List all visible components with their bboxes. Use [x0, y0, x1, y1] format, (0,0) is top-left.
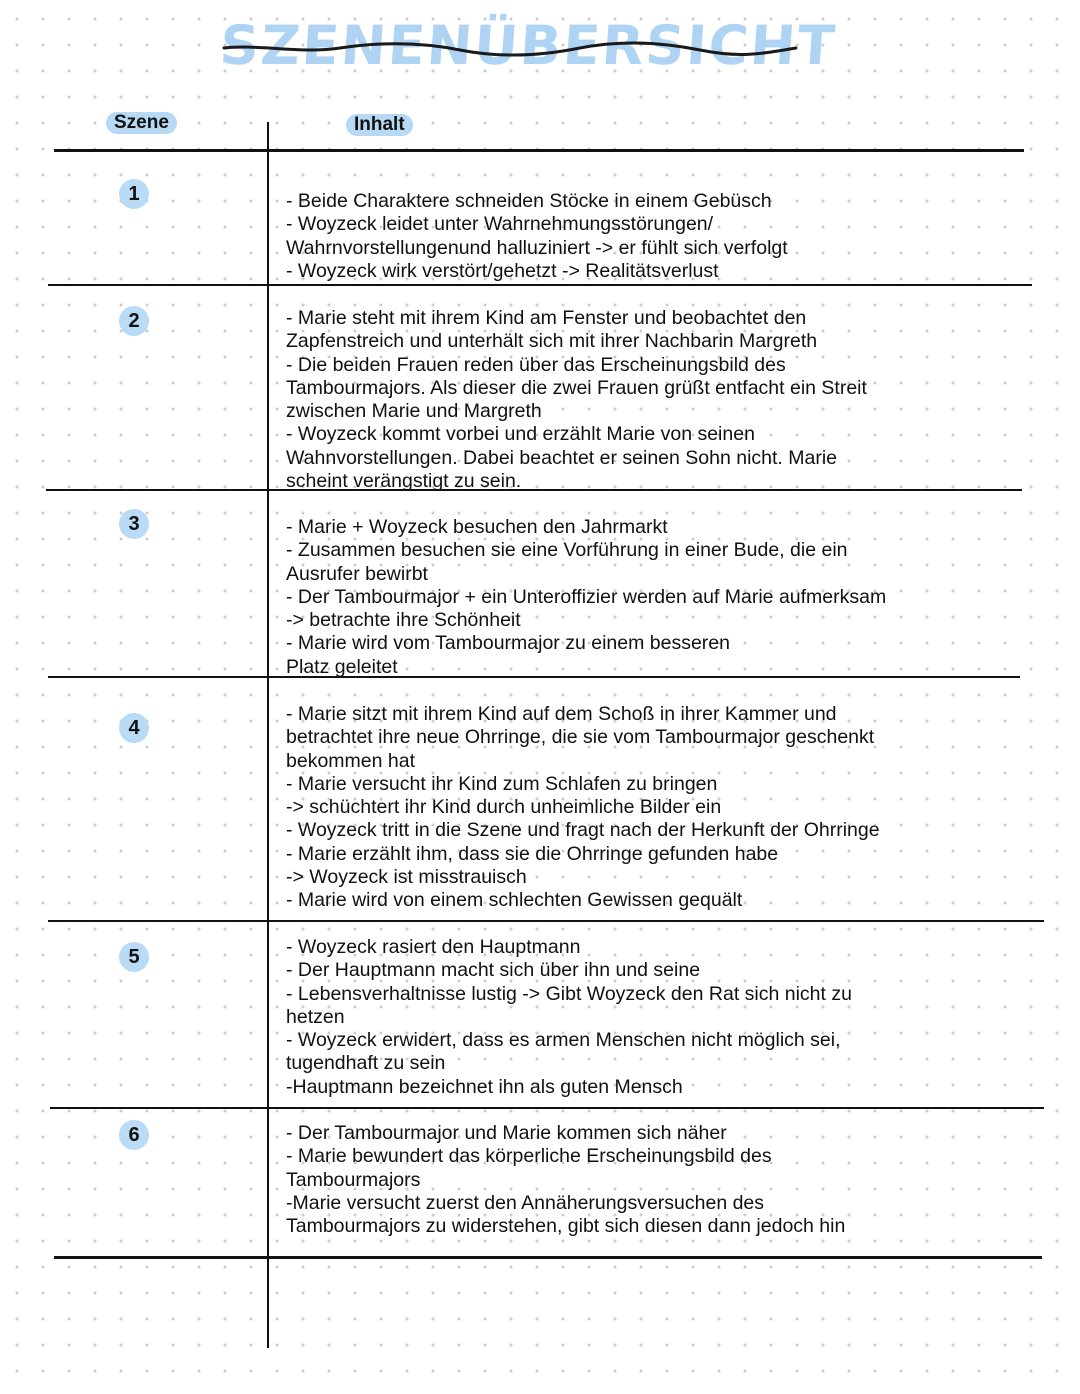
scene-content: [286, 190, 788, 283]
content-line: - Der Tambourmajor + ein Unteroffizier werden auf Marie aufmerksam: [286, 585, 887, 608]
content-line: - Woyzeck tritt in die Szene und fragt nach der Herkunft der Ohrringe: [286, 819, 880, 842]
content-line: zwischen Marie und Margreth: [286, 400, 542, 423]
content-line: - Woyzeck kommt vorbei und erzählt Marie von seinen: [286, 423, 755, 446]
content-line: -> betrachte ihre Schönheit: [286, 609, 521, 632]
row-divider: [48, 284, 1032, 286]
scene-content: [286, 1122, 845, 1238]
content-line: - Woyzeck wirk verstört/gehetzt -> Realitätsverlust: [286, 259, 719, 282]
content-line: -> schüchtert ihr Kind durch unheimliche Bilder ein: [286, 796, 722, 819]
row-divider: [50, 1107, 1044, 1109]
content-line: -> Woyzeck ist misstrauisch: [286, 866, 527, 889]
content-line: - Marie versucht ihr Kind zum Schlafen zu bringen: [286, 772, 718, 795]
content-line: - Marie sitzt mit ihrem Kind auf dem Schoß in ihrer Kammer und: [286, 703, 837, 725]
content-line: - Beide Charaktere schneiden Stöcke in einem Gebüsch: [286, 190, 772, 212]
scene-number-badge: 6: [119, 1120, 149, 1150]
content-line: - Lebensverhaltnisse lustig -> Gibt Woyzeck den Rat sich nicht zu: [286, 982, 852, 1005]
scene-content: [286, 703, 880, 913]
content-line: - Der Hauptmann macht sich über ihn und seine: [286, 959, 701, 982]
content-line: scheint verängstigt zu sein.: [286, 470, 522, 493]
content-line: Ausrufer bewirbt: [286, 562, 428, 585]
header-rule: [54, 149, 1024, 152]
content-line: -Hauptmann bezeichnet ihn als guten Mensch: [286, 1075, 683, 1098]
content-line: - Marie + Woyzeck besuchen den Jahrmarkt: [286, 516, 668, 538]
column-header-scene: Szene: [106, 112, 177, 134]
scene-number-badge: 5: [119, 942, 149, 972]
scene-number-badge: 2: [119, 306, 149, 336]
scene-number-badge: 3: [119, 509, 149, 539]
content-line: - Zusammen besuchen sie eine Vorführung in einer Bude, die ein: [286, 539, 848, 562]
content-line: Wahrnvorstellungenund halluziniert -> er fühlt sich verfolgt: [286, 236, 788, 259]
content-line: - Woyzeck leidet unter Wahrnehmungsstörungen/: [286, 213, 714, 236]
row-divider: [48, 920, 1044, 922]
content-line: - Marie erzählt ihm, dass sie die Ohrringe gefunden habe: [286, 842, 779, 865]
column-divider: [267, 122, 269, 1348]
content-line: - Marie bewundert das körperliche Erscheinungsbild des: [286, 1145, 772, 1168]
scene-content: [286, 936, 852, 1099]
title-banner: [217, 8, 839, 88]
scene-content: [286, 516, 886, 679]
scene-number-badge: 4: [119, 713, 149, 743]
bottom-rule: [54, 1256, 1042, 1259]
content-line: betrachtet ihre neue Ohrringe, die sie vom Tambourmajor geschenkt: [286, 726, 875, 749]
content-line: - Woyzeck rasiert den Hauptmann: [286, 936, 581, 958]
content-line: - Marie wird von einem schlechten Gewissen gequält: [286, 889, 743, 912]
content-line: tugendhaft zu sein: [286, 1052, 446, 1075]
page-title: SZENENÜBERSICHT: [217, 14, 839, 77]
content-line: Tambourmajors: [286, 1168, 421, 1191]
content-line: - Marie steht mit ihrem Kind am Fenster und beobachtet den: [286, 307, 807, 329]
content-line: - Der Tambourmajor und Marie kommen sich näher: [286, 1122, 727, 1144]
content-line: Tambourmajors zu widerstehen, gibt sich diesen dann jedoch hin: [286, 1215, 846, 1238]
content-line: -Marie versucht zuerst den Annäherungsversuchen des: [286, 1191, 765, 1214]
column-header-content: Inhalt: [346, 114, 413, 136]
content-line: Zapfenstreich und unterhält sich mit ihrer Nachbarin Margreth: [286, 330, 818, 353]
scene-number-badge: 1: [119, 179, 149, 209]
content-line: hetzen: [286, 1005, 345, 1028]
content-line: - Die beiden Frauen reden über das Erscheinungsbild des: [286, 353, 786, 376]
content-line: - Woyzeck erwidert, dass es armen Menschen nicht möglich sei,: [286, 1029, 841, 1052]
scene-content: [286, 307, 867, 493]
content-line: bekommen hat: [286, 749, 415, 772]
content-line: Tambourmajors. Als dieser die zwei Frauen grüßt entfacht ein Streit: [286, 376, 867, 399]
content-line: - Marie wird vom Tambourmajor zu einem besseren: [286, 632, 730, 655]
content-line: Platz geleitet: [286, 655, 398, 678]
content-line: Wahnvorstellungen. Dabei beachtet er seinen Sohn nicht. Marie: [286, 446, 838, 469]
title-scribble-decoration: [217, 8, 839, 88]
